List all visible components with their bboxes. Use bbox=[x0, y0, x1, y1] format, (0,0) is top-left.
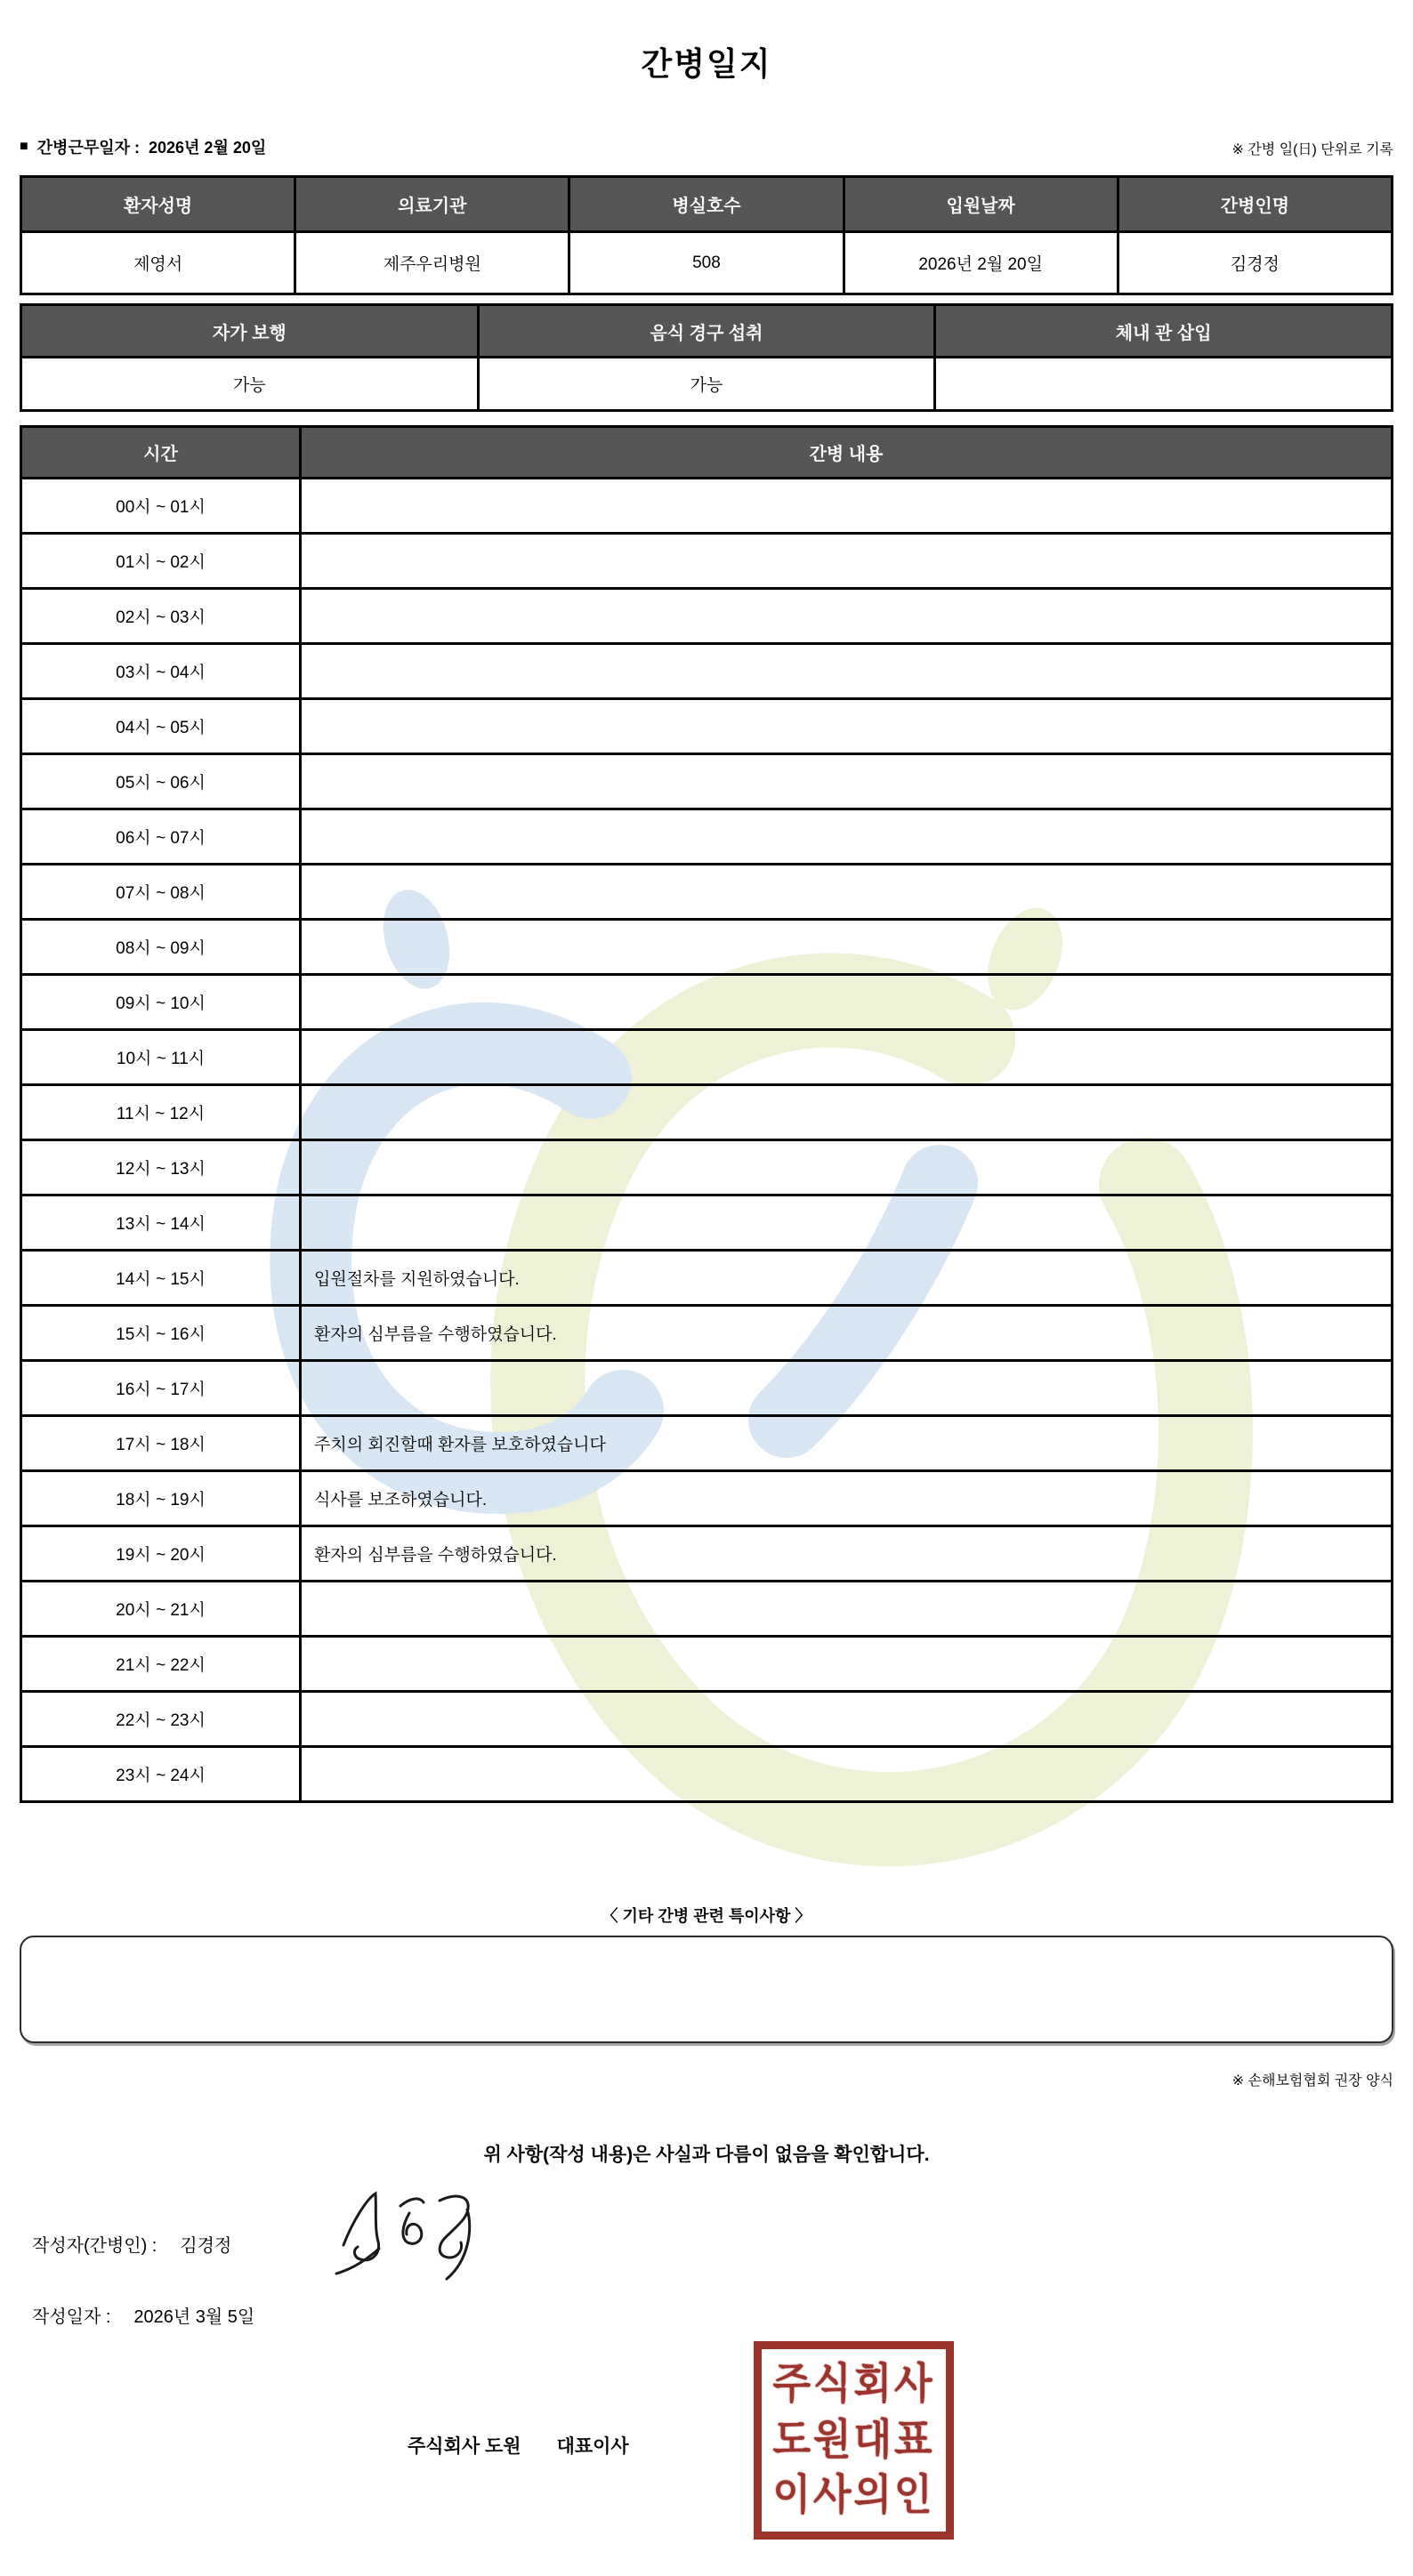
log-row-11 bbox=[21, 1085, 1393, 1140]
content-cell bbox=[301, 1085, 1393, 1140]
log-row-18 bbox=[21, 1471, 1393, 1526]
col-header-admission-date: 입원날짜 bbox=[844, 177, 1118, 232]
time-cell: 22시 ~ 23시 bbox=[21, 1692, 301, 1747]
content-cell bbox=[301, 1361, 1393, 1416]
time-cell: 07시 ~ 08시 bbox=[21, 865, 301, 920]
log-row-17 bbox=[21, 1416, 1393, 1471]
unit-note: ※ 간병 일(日) 단위로 기록 bbox=[1231, 142, 1393, 157]
medical-institution-value: 제주우리병원 bbox=[295, 232, 569, 294]
company-name: 주식회사 도원 bbox=[408, 2436, 521, 2457]
log-row-13 bbox=[21, 1195, 1393, 1251]
admission-date-value: 2026년 2월 20일 bbox=[844, 232, 1118, 294]
form-standard-note: ※ 손해보험협회 권장 양식 bbox=[1231, 2073, 1393, 2089]
signature-image bbox=[331, 2186, 487, 2289]
table-value-row bbox=[21, 358, 1393, 411]
time-cell: 04시 ~ 05시 bbox=[21, 699, 301, 754]
company-seal-stamp bbox=[754, 2341, 954, 2540]
content-cell bbox=[301, 1140, 1393, 1195]
log-row-00 bbox=[21, 479, 1393, 534]
log-row-09 bbox=[21, 975, 1393, 1030]
care-log-table bbox=[20, 425, 1393, 1803]
time-cell: 02시 ~ 03시 bbox=[21, 589, 301, 644]
log-row-14 bbox=[21, 1251, 1393, 1306]
time-cell: 09시 ~ 10시 bbox=[21, 975, 301, 1030]
content-cell: 환자의 심부름을 수행하였습니다. bbox=[301, 1306, 1393, 1361]
content-cell: 식사를 보조하였습니다. bbox=[301, 1471, 1393, 1526]
content-cell bbox=[301, 920, 1393, 975]
col-header-care-content: 간병 내용 bbox=[301, 427, 1393, 479]
content-cell bbox=[301, 1692, 1393, 1747]
col-header-time: 시간 bbox=[21, 427, 301, 479]
seal-row-2: 도원대표 bbox=[772, 2416, 935, 2464]
company-line bbox=[408, 2432, 629, 2459]
log-row-07 bbox=[21, 865, 1393, 920]
log-row-22 bbox=[21, 1692, 1393, 1747]
col-header-room-number: 병실호수 bbox=[569, 177, 844, 232]
table-header-row bbox=[21, 305, 1393, 358]
col-header-self-walking: 자가 보행 bbox=[21, 305, 479, 358]
time-cell: 18시 ~ 19시 bbox=[21, 1471, 301, 1526]
log-row-21 bbox=[21, 1637, 1393, 1692]
time-cell: 08시 ~ 09시 bbox=[21, 920, 301, 975]
writer-label: 작성자(간병인) : bbox=[32, 2236, 157, 2256]
content-cell bbox=[301, 479, 1393, 534]
extra-notes-box bbox=[20, 1936, 1393, 2043]
page-title: 간병일지 bbox=[641, 45, 772, 82]
time-cell: 17시 ~ 18시 bbox=[21, 1416, 301, 1471]
time-cell: 16시 ~ 17시 bbox=[21, 1361, 301, 1416]
log-row-16 bbox=[21, 1361, 1393, 1416]
time-cell: 01시 ~ 02시 bbox=[21, 534, 301, 589]
content-cell bbox=[301, 589, 1393, 644]
log-row-10 bbox=[21, 1030, 1393, 1085]
time-cell: 23시 ~ 24시 bbox=[21, 1747, 301, 1802]
patient-name-value: 제영서 bbox=[21, 232, 295, 294]
col-header-internal-tube: 체내 관 삽입 bbox=[935, 305, 1393, 358]
time-cell: 03시 ~ 04시 bbox=[21, 644, 301, 699]
table-value-row bbox=[21, 232, 1393, 294]
log-row-12 bbox=[21, 1140, 1393, 1195]
log-row-19 bbox=[21, 1526, 1393, 1582]
seal-row-1: 주식회사 bbox=[772, 2361, 935, 2409]
content-cell bbox=[301, 754, 1393, 809]
confirmation-statement: 위 사항(작성 내용)은 사실과 다름이 없음을 확인합니다. bbox=[483, 2145, 930, 2165]
col-header-caregiver-name: 간병인명 bbox=[1118, 177, 1392, 232]
caregiver-name-value: 김경정 bbox=[1118, 232, 1392, 294]
time-cell: 15시 ~ 16시 bbox=[21, 1306, 301, 1361]
written-date-value: 2026년 3월 5일 bbox=[133, 2307, 255, 2327]
seal-row-3: 이사의인 bbox=[772, 2471, 935, 2519]
log-row-03 bbox=[21, 644, 1393, 699]
time-cell: 00시 ~ 01시 bbox=[21, 479, 301, 534]
time-cell: 19시 ~ 20시 bbox=[21, 1526, 301, 1582]
content-cell bbox=[301, 865, 1393, 920]
log-row-05 bbox=[21, 754, 1393, 809]
log-row-02 bbox=[21, 589, 1393, 644]
work-date-value: 2026년 2월 20일 bbox=[149, 139, 267, 157]
table-header-row bbox=[21, 177, 1393, 232]
meta-line bbox=[20, 135, 1393, 158]
log-row-08 bbox=[21, 920, 1393, 975]
content-cell bbox=[301, 534, 1393, 589]
time-cell: 11시 ~ 12시 bbox=[21, 1085, 301, 1140]
room-number-value: 508 bbox=[569, 232, 844, 294]
content-cell bbox=[301, 809, 1393, 865]
col-header-oral-intake: 음식 경구 섭취 bbox=[478, 305, 935, 358]
log-row-06 bbox=[21, 809, 1393, 865]
content-cell bbox=[301, 975, 1393, 1030]
ceo-title: 대표이사 bbox=[556, 2436, 629, 2457]
time-cell: 13시 ~ 14시 bbox=[21, 1195, 301, 1251]
time-cell: 05시 ~ 06시 bbox=[21, 754, 301, 809]
time-cell: 21시 ~ 22시 bbox=[21, 1637, 301, 1692]
content-cell bbox=[301, 644, 1393, 699]
time-cell: 20시 ~ 21시 bbox=[21, 1582, 301, 1637]
col-header-patient-name: 환자성명 bbox=[21, 177, 295, 232]
content-cell: 주치의 회진할때 환자를 보호하였습니다 bbox=[301, 1416, 1393, 1471]
log-row-01 bbox=[21, 534, 1393, 589]
content-cell: 환자의 심부름을 수행하였습니다. bbox=[301, 1526, 1393, 1582]
written-date-line bbox=[32, 2302, 254, 2328]
written-date-label: 작성일자 : bbox=[32, 2307, 111, 2327]
col-header-medical-institution: 의료기관 bbox=[295, 177, 569, 232]
self-walking-value: 가능 bbox=[21, 358, 479, 411]
patient-info-table bbox=[20, 175, 1393, 295]
work-date-label: 간병근무일자 : bbox=[36, 139, 140, 157]
time-cell: 06시 ~ 07시 bbox=[21, 809, 301, 865]
log-row-04 bbox=[21, 699, 1393, 754]
content-cell bbox=[301, 1582, 1393, 1637]
content-cell bbox=[301, 1030, 1393, 1085]
time-cell: 12시 ~ 13시 bbox=[21, 1140, 301, 1195]
content-cell bbox=[301, 1637, 1393, 1692]
table-header-row bbox=[21, 427, 1393, 479]
writer-line bbox=[32, 2231, 231, 2257]
patient-status-table bbox=[20, 303, 1393, 412]
writer-name: 김경정 bbox=[180, 2236, 232, 2256]
time-cell: 10시 ~ 11시 bbox=[21, 1030, 301, 1085]
log-row-23 bbox=[21, 1747, 1393, 1802]
internal-tube-value bbox=[935, 358, 1393, 411]
time-cell: 14시 ~ 15시 bbox=[21, 1251, 301, 1306]
log-row-15 bbox=[21, 1306, 1393, 1361]
content-cell: 입원절차를 지원하였습니다. bbox=[301, 1251, 1393, 1306]
work-date-line bbox=[20, 135, 266, 158]
extra-notes-heading: 〈 기타 간병 관련 특이사항 〉 bbox=[602, 1907, 811, 1925]
oral-intake-value: 가능 bbox=[478, 358, 935, 411]
square-bullet-icon: ■ bbox=[20, 139, 28, 154]
content-cell bbox=[301, 1747, 1393, 1802]
content-cell bbox=[301, 699, 1393, 754]
content-cell bbox=[301, 1195, 1393, 1251]
log-row-20 bbox=[21, 1582, 1393, 1637]
